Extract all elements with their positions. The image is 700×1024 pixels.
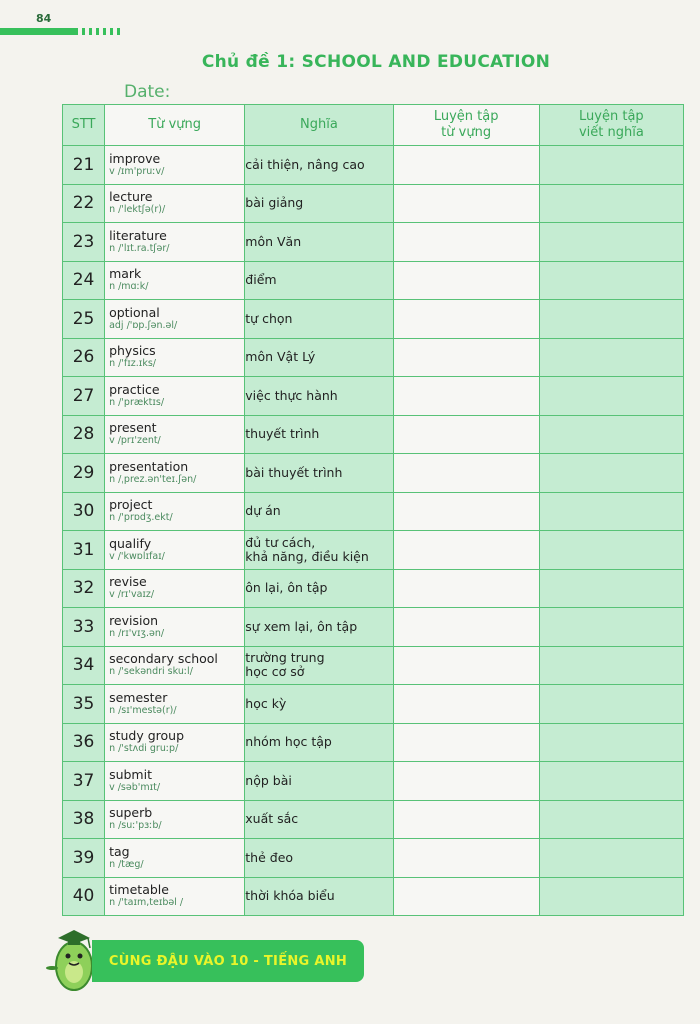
word-cell [105,800,245,839]
meaning-cell [245,492,393,531]
word-cell [105,454,245,493]
meaning: việc thực hành [245,387,338,403]
header-stt: STT [63,105,105,146]
word-cell [105,723,245,762]
meaning-cell [245,646,393,685]
word: secondary school [109,651,218,667]
meaning: môn Văn [245,233,302,249]
table-row [63,146,684,185]
meaning: bài thuyết trình [245,464,343,480]
meaning-cell [245,723,393,762]
meaning-cell [245,338,393,377]
meaning: sự xem lại, ôn tập [245,618,358,634]
practice-meaning-cell[interactable] [539,415,683,454]
pronunciation: v /rɪ'vaɪz/ [109,589,155,601]
practice-meaning-cell[interactable] [539,300,683,339]
meaning: môn Vật Lý [245,349,316,365]
row-number: 33 [63,608,105,647]
row-number: 26 [63,338,105,377]
row-number: 28 [63,415,105,454]
word: qualify [109,535,152,551]
meaning: học kỳ [245,695,287,711]
word: mark [109,266,142,282]
table-row [63,569,684,608]
row-number: 24 [63,261,105,300]
word-cell [105,492,245,531]
pronunciation: n /'præktɪs/ [109,396,165,408]
pronunciation: n /'prɒdʒ.ekt/ [109,512,173,524]
header-practice-word: Luyện tập từ vựng [393,105,539,146]
word: optional [109,304,160,320]
practice-meaning-cell[interactable] [539,377,683,416]
practice-meaning-cell[interactable] [539,877,683,916]
pronunciation: n /'taɪm,teɪbəl / [109,897,184,909]
row-number: 35 [63,685,105,724]
meaning-cell [245,685,393,724]
pronunciation: n /'lektʃə(r)/ [109,204,166,216]
row-number: 36 [63,723,105,762]
row-number: 21 [63,146,105,185]
table-row [63,454,684,493]
meaning-cell [245,531,393,570]
practice-meaning-cell[interactable] [539,223,683,262]
word: tag [109,843,130,859]
practice-word-cell[interactable] [393,877,539,916]
meaning: bài giảng [245,195,304,211]
header-bar [0,28,78,35]
pronunciation: n /rɪ'vɪʒ.ən/ [109,627,165,639]
pronunciation: n /suː'pɜːb/ [109,820,162,832]
pronunciation: v /ɪm'pruːv/ [109,165,165,177]
row-number: 23 [63,223,105,262]
meaning-cell [245,300,393,339]
practice-word-cell[interactable] [393,377,539,416]
word: submit [109,766,152,782]
row-number: 22 [63,184,105,223]
table-row [63,762,684,801]
word-cell [105,531,245,570]
practice-meaning-cell[interactable] [539,723,683,762]
word-cell [105,685,245,724]
practice-word-cell[interactable] [393,261,539,300]
row-number: 34 [63,646,105,685]
word-cell [105,184,245,223]
practice-word-cell[interactable] [393,223,539,262]
pronunciation: n /tæg/ [109,858,144,870]
meaning: xuất sắc [245,811,299,827]
table-row [63,338,684,377]
word-cell [105,877,245,916]
word: practice [109,381,160,397]
word-cell [105,646,245,685]
table-row [63,800,684,839]
meaning-cell [245,608,393,647]
word-cell [105,223,245,262]
meaning-cell [245,377,393,416]
meaning-cell [245,877,393,916]
row-number: 30 [63,492,105,531]
practice-meaning-cell[interactable] [539,146,683,185]
date-label: Date: [124,82,171,102]
word-cell [105,338,245,377]
practice-meaning-cell[interactable] [539,454,683,493]
word: semester [109,689,168,705]
pronunciation: v /'kwɒlɪfaɪ/ [109,550,165,562]
word-cell [105,300,245,339]
practice-word-cell[interactable] [393,415,539,454]
practice-meaning-cell[interactable] [539,800,683,839]
word: timetable [109,882,169,898]
word: study group [109,728,185,744]
practice-meaning-cell[interactable] [539,569,683,608]
meaning-cell [245,454,393,493]
meaning-cell [245,762,393,801]
pronunciation: n /'lɪt.ra.tʃər/ [109,242,170,254]
meaning-cell [245,800,393,839]
practice-word-cell[interactable] [393,800,539,839]
word-cell [105,415,245,454]
meaning-cell [245,146,393,185]
header-practice-meaning: Luyện tập viết nghĩa [539,105,683,146]
practice-word-cell[interactable] [393,685,539,724]
vocabulary-table [62,104,684,916]
practice-word-cell[interactable] [393,569,539,608]
practice-meaning-cell[interactable] [539,608,683,647]
footer-banner: CÙNG ĐẬU VÀO 10 - TIẾNG ANH [92,940,364,982]
practice-meaning-cell[interactable] [539,261,683,300]
word-cell [105,146,245,185]
meaning: tự chọn [245,310,293,326]
practice-meaning-cell[interactable] [539,338,683,377]
word-cell [105,608,245,647]
meaning: nộp bài [245,772,292,788]
pronunciation: n /ˌprez.ən'teɪ.ʃən/ [109,473,197,485]
meaning-cell [245,839,393,878]
row-number: 39 [63,839,105,878]
page-title: Chủ đề 1: SCHOOL AND EDUCATION [201,52,551,72]
pronunciation: v /prɪ'zent/ [109,435,161,447]
word: revise [109,574,147,590]
table-row [63,184,684,223]
table-row [63,877,684,916]
row-number: 27 [63,377,105,416]
practice-word-cell[interactable] [393,300,539,339]
header-dashes [82,28,120,35]
word: literature [109,227,167,243]
meaning: dự án [245,503,281,519]
header-meaning: Nghĩa [245,105,393,146]
meaning: đủ tư cách, khả năng, điều kiện [245,534,369,564]
practice-word-cell[interactable] [393,146,539,185]
meaning: cải thiện, nâng cao [245,156,365,172]
word-cell [105,377,245,416]
word: project [109,497,153,513]
meaning-cell [245,261,393,300]
practice-word-cell[interactable] [393,762,539,801]
table-row [63,646,684,685]
pronunciation: adj /'ɒp.ʃən.əl/ [109,319,178,331]
practice-meaning-cell[interactable] [539,839,683,878]
word: present [109,420,157,436]
row-number: 31 [63,531,105,570]
meaning: thẻ đeo [245,849,294,865]
practice-meaning-cell[interactable] [539,184,683,223]
word-cell [105,762,245,801]
meaning-cell [245,223,393,262]
row-number: 32 [63,569,105,608]
pronunciation: v /səb'mɪt/ [109,781,161,793]
meaning-cell [245,569,393,608]
table-row [63,685,684,724]
table-row [63,492,684,531]
practice-meaning-cell[interactable] [539,762,683,801]
meaning: trường trung học cơ sở [245,650,325,680]
practice-word-cell[interactable] [393,454,539,493]
practice-word-cell[interactable] [393,531,539,570]
table-row [63,261,684,300]
row-number: 40 [63,877,105,916]
table-row [63,608,684,647]
meaning: nhóm học tập [245,734,332,750]
practice-word-cell[interactable] [393,839,539,878]
practice-meaning-cell[interactable] [539,646,683,685]
word: physics [109,343,156,359]
word: superb [109,805,153,821]
practice-meaning-cell[interactable] [539,685,683,724]
practice-word-cell[interactable] [393,338,539,377]
table-row [63,377,684,416]
pronunciation: n /mɑːk/ [109,281,149,293]
word-cell [105,839,245,878]
table-row [63,531,684,570]
row-number: 29 [63,454,105,493]
meaning-cell [245,415,393,454]
practice-meaning-cell[interactable] [539,492,683,531]
meaning: thuyết trình [245,426,320,442]
table-row [63,300,684,339]
practice-word-cell[interactable] [393,646,539,685]
page-number: 84 [36,12,52,25]
pronunciation: n /'stʌdi gruːp/ [109,743,179,755]
meaning-cell [245,184,393,223]
word: presentation [109,458,189,474]
row-number: 25 [63,300,105,339]
header-word: Từ vựng [105,105,245,146]
practice-meaning-cell[interactable] [539,531,683,570]
table-row [63,415,684,454]
practice-word-cell[interactable] [393,492,539,531]
table-row [63,839,684,878]
word: improve [109,150,161,166]
row-number: 37 [63,762,105,801]
practice-word-cell[interactable] [393,723,539,762]
word-cell [105,569,245,608]
pronunciation: n /'sekəndri skuːl/ [109,666,193,678]
table-row [63,723,684,762]
pronunciation: n /sɪ'mestə(r)/ [109,704,177,716]
row-number: 38 [63,800,105,839]
meaning: thời khóa biểu [245,888,335,904]
practice-word-cell[interactable] [393,608,539,647]
table-row [63,223,684,262]
word: revision [109,612,159,628]
practice-word-cell[interactable] [393,184,539,223]
pronunciation: n /'fɪz.ɪks/ [109,358,156,370]
vocabulary-body [63,146,684,916]
word: lecture [109,189,153,205]
word-cell [105,261,245,300]
meaning: ôn lại, ôn tập [245,580,328,596]
meaning: điểm [245,272,277,288]
